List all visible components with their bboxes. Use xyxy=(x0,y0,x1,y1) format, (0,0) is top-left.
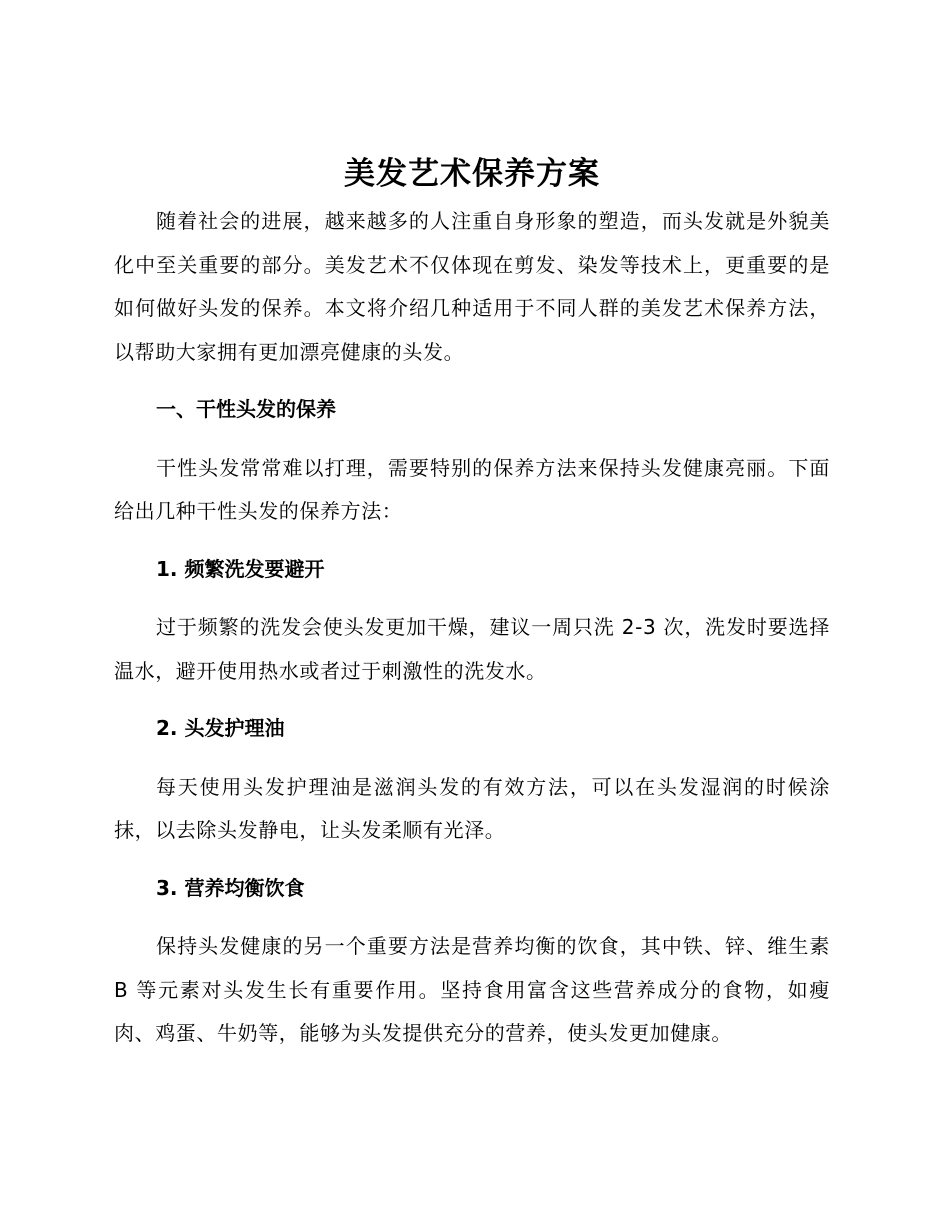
item-heading-1: 1. 频繁洗发要避开 xyxy=(156,556,325,581)
item-heading-3: 3. 营养均衡饮食 xyxy=(156,875,305,900)
document-title: 美发艺术保养方案 xyxy=(344,156,600,192)
document-page xyxy=(114,148,830,1056)
section-heading-dry-hair: 一、干性头发的保养 xyxy=(156,397,336,421)
item-text-1: 过于频繁的洗发会使头发更加干燥，建议一周只洗 2-3 次，洗发时要选择温水，避开使用热水或者过于刺激性的洗发水。 xyxy=(114,615,830,683)
item-heading-2: 2. 头发护理油 xyxy=(156,716,285,740)
intro-paragraph: 随着社会的进展，越来越多的人注重自身形象的塑造，而头发就是外貌美化中至关重要的部分。美发艺术不仅体现在剪发、染发等技术上，更重要的是如何做好头发的保养。本文将介绍几种适用于不同人群的美发艺术保养方法，以帮助大家拥有更加漂亮健康的头发。 xyxy=(114,209,830,364)
item-text-2: 每天使用头发护理油是滋润头发的有效方法，可以在头发湿润的时候涂抹，以去除头发静电，让头发柔顺有光泽。 xyxy=(114,774,830,842)
item-text-3: 保持头发健康的另一个重要方法是营养均衡的饮食，其中铁、锌、维生素 B 等元素对头发生长有重要作用。坚持食用富含这些营养成分的食物，如瘦肉、鸡蛋、牛奶等，能够为头发提供充分的营养，使头发更加健康。 xyxy=(114,934,830,1045)
section-intro-paragraph: 干性头发常常难以打理，需要特别的保养方法来保持头发健康亮丽。下面给出几种干性头发的保养方法： xyxy=(114,455,830,523)
